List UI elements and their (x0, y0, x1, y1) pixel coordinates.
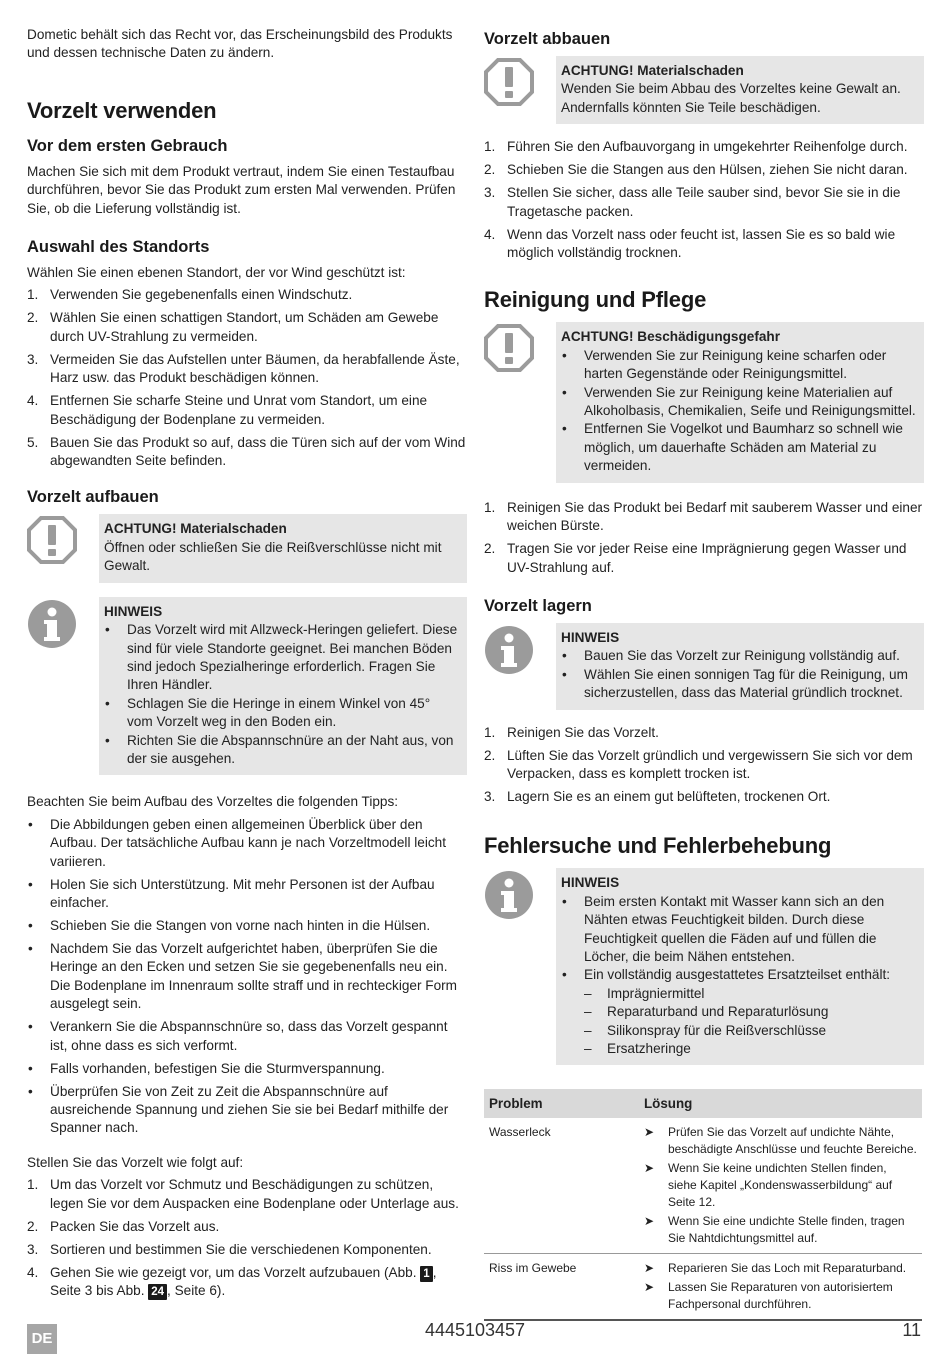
problem-cell: Wasserleck (484, 1118, 639, 1254)
list-item: • Falls vorhanden, befestigen Sie die Sturmverspannung. (28, 1060, 385, 1076)
arrow-icon: ➤ (644, 1261, 655, 1276)
list-item: • Das Vorzelt wird mit Allzweck-Heringen geliefert. Diese sind für viele Standorte geeignet. Bei manchen Böden sind jedoch Spezialheringe erforderlich. Fragen Sie Ihren Händler. (105, 622, 458, 693)
problem-cell: Riss im Gewebe (484, 1254, 639, 1321)
hint-title: HINWEIS (561, 875, 620, 891)
left-column (27, 26, 467, 1305)
table-row (484, 1118, 922, 1254)
store-hint (484, 623, 924, 710)
warning-box (556, 56, 924, 124)
warning-icon (27, 514, 99, 582)
tips-intro: Beachten Sie beim Aufbau des Vorzeltes die folgenden Tipps: (27, 794, 399, 810)
remove-warning (484, 56, 924, 124)
list-item: 2. Schieben Sie die Stangen aus den Hülsen, ziehen Sie nicht daran. (484, 162, 908, 178)
list-item: • Verwenden Sie zur Reinigung keine Materialien auf Alkoholbasis, Chemikalien, Seife und Reinigungsmittel. (562, 384, 916, 419)
info-icon (27, 597, 99, 776)
list-item: • Beim ersten Kontakt mit Wasser kann sich an den Nähten etwas Feuchtigkeit bilden. Durch diese Feuchtigkeit quellen die Fäden auf und füllen die Löcher, die beim Nähen entstehen. (562, 893, 885, 964)
list-item: 1. Führen Sie den Aufbauvorgang in umgekehrter Reihenfolge durch. (484, 139, 908, 155)
setup-steps (27, 1176, 467, 1300)
arrow-icon: ➤ (644, 1214, 655, 1229)
first-use-text: Machen Sie sich mit dem Produkt vertraut, indem Sie einen Testaufbau durchführen, bevor Sie das Produkt zum ersten Mal verwenden. Prüfen Sie, ob die Lieferung vollständig ist. (27, 163, 456, 216)
remove-steps (484, 138, 924, 262)
right-column (484, 26, 924, 1321)
warning-box (99, 514, 467, 582)
arrow-icon: ➤ (644, 1280, 655, 1295)
arrow-icon: ➤ (644, 1125, 655, 1140)
list-item: • Schlagen Sie die Heringe in einem Winkel von 45° vom Vorzelt weg in den Boden ein. (105, 695, 431, 730)
spare-parts-list (584, 985, 916, 1059)
list-item: • Ein vollständig ausgestattetes Ersatzteilset enthält: – Imprägniermittel – Reparaturband und Reparaturlösung – Silikonspray für die Reißverschlüsse – Ersatzheringe (561, 966, 916, 1058)
solution-cell: ➤ Reparieren Sie das Loch mit Reparaturband. ➤ Lassen Sie Reparaturen von autorisiertem Fachpersonal durchführen. (639, 1254, 922, 1321)
solution-cell: ➤ Prüfen Sie das Vorzelt auf undichte Nähte, beschädigte Anschlüsse und feuchte Bereiche. ➤ Wenn Sie keine undichten Stellen finden, siehe Kapitel „Kondenswasserbildung“ auf Seite 12. ➤ Wenn Sie eine undichte Stelle finden, tragen Sie Nahtdichtungsmittel auf. (639, 1118, 922, 1254)
list-item: • Bauen Sie das Vorzelt zur Reinigung vollständig auf. (562, 648, 900, 664)
list-item: 2. Wählen Sie einen schattigen Standort, um Schäden am Gewebe durch UV-Strahlung zu vermeiden. (27, 310, 439, 344)
figure-badge-24: 24 (148, 1284, 167, 1300)
warning-list (561, 347, 916, 476)
info-icon (484, 868, 556, 1065)
list-item: • Die Abbildungen geben einen allgemeinen Überblick über den Aufbau. Der tatsächliche Aufbau kann je nach Vorzeltmodell leicht variieren. (28, 816, 446, 869)
warning-box (556, 322, 924, 482)
hint-box (556, 623, 924, 710)
arrow-icon: ➤ (644, 1161, 655, 1176)
location-steps (27, 286, 467, 470)
hint-title: HINWEIS (104, 603, 163, 619)
clean-warning (484, 322, 924, 482)
list-item: 5. Bauen Sie das Produkt so auf, dass die Türen sich auf der vom Wind abgewandten Seite befinden. (27, 434, 466, 469)
warning-text: Öffnen oder schließen Sie die Reißverschlüsse nicht mit Gewalt. (104, 539, 442, 574)
warning-title: ACHTUNG! Beschädigungsgefahr (561, 329, 781, 345)
heading-vorzelt-verwenden: Vorzelt verwenden (27, 97, 217, 123)
list-item: 3. Stellen Sie sicher, dass alle Teile sauber sind, bevor Sie sie in die Tragetasche packen. (484, 185, 901, 219)
heading-vorzelt-abbauen: Vorzelt abbauen (484, 30, 611, 48)
heading-reinigung-und-pflege: Reinigung und Pflege (484, 287, 707, 313)
hint-list (104, 621, 459, 768)
list-item: 4. Gehen Sie wie gezeigt vor, um das Vorzelt aufzubauen (Abb. 1 , Seite 3 bis Abb. 24 , Seite 6). (27, 1264, 437, 1299)
hint-list (561, 893, 916, 1059)
warning-icon (484, 56, 556, 124)
trouble-hint (484, 868, 924, 1065)
col-problem: Problem (484, 1089, 639, 1118)
heading-vorzelt-lagern: Vorzelt lagern (484, 596, 592, 615)
warning-text: Wenden Sie beim Abbau des Vorzeltes keine Gewalt an. Andernfalls könnten Sie Teile beschädigen. (561, 81, 901, 115)
figure-badge-1: 1 (420, 1266, 432, 1282)
setup-warning (27, 514, 467, 582)
warning-title: ACHTUNG! Materialschaden (104, 521, 287, 537)
list-item: • Richten Sie die Abspannschnüre an der Naht aus, von der sie ausgehen. (105, 732, 454, 766)
list-item: – Imprägniermittel (584, 985, 705, 1001)
language-badge: DE (27, 1324, 57, 1354)
location-intro: Wählen Sie einen ebenen Standort, der vor Wind geschützt ist: (27, 265, 406, 281)
heading-auswahl-des-standorts: Auswahl des Standorts (27, 238, 210, 257)
hint-title: HINWEIS (561, 629, 620, 645)
list-item: 4. Entfernen Sie scharfe Steine und Unrat vom Standort, um eine Beschädigung der Bodenplane zu vermeiden. (27, 393, 428, 427)
page-number: 11 (902, 1320, 921, 1340)
warning-icon (484, 322, 556, 482)
hint-box (556, 868, 924, 1065)
setup-intro: Stellen Sie das Vorzelt wie folgt auf: (27, 1154, 244, 1170)
list-item: 2. Tragen Sie vor jeder Reise eine Imprägnierung gegen Wasser und UV-Strahlung auf. (484, 541, 907, 575)
list-item: 3. Vermeiden Sie das Aufstellen unter Bäumen, da herabfallende Äste, Harz usw. das Produkt beschädigen können. (27, 351, 460, 386)
list-item: • Verwenden Sie zur Reinigung keine scharfen oder harten Gegenstände oder Reinigungsmittel. (562, 347, 887, 382)
heading-vorzelt-aufbauen: Vorzelt aufbauen (27, 488, 159, 507)
list-item: • Entfernen Sie Vogelkot und Baumharz so schnell wie möglich, um dauerhafte Schäden am Material zu vermeiden. (562, 421, 903, 474)
list-item: 4. Wenn das Vorzelt nass oder feucht ist, lassen Sie es so bald wie möglich vollständig trocknen. (484, 226, 896, 261)
heading-vor-dem-ersten-gebrauch: Vor dem ersten Gebrauch (27, 136, 228, 155)
list-item: 3. Sortieren und bestimmen Sie die verschiedenen Komponenten. (27, 1241, 432, 1257)
info-icon (484, 623, 556, 710)
list-item: • Holen Sie sich Unterstützung. Mit mehr Personen ist der Aufbau einfacher. (28, 876, 435, 910)
list-item: 2. Lüften Sie das Vorzelt gründlich und vergewissern Sie sich vor dem Verpacken, dass es komplett trocken ist. (484, 747, 913, 781)
table-row (484, 1254, 922, 1321)
list-item: • Nachdem Sie das Vorzelt aufgerichtet haben, überprüfen Sie die Heringe an den Ecken und setzen Sie sie gegebenenfalls neu ein. Die Bodenplane im Innenraum sollte straff und in rechteckiger Form ausgelegt sein. (28, 940, 458, 1012)
list-item: 1. Verwenden Sie gegebenenfalls einen Windschutz. (27, 287, 353, 303)
troubleshooting-table (484, 1089, 922, 1321)
list-item: 3. Lagern Sie es an einem gut belüfteten, trockenen Ort. (484, 788, 831, 804)
store-steps (484, 724, 924, 807)
list-item: – Ersatzheringe (584, 1041, 691, 1056)
tips-list (27, 816, 467, 1138)
list-item: 1. Reinigen Sie das Produkt bei Bedarf mit sauberem Wasser und einer weichen Bürste. (484, 499, 923, 534)
list-item: 1. Reinigen Sie das Vorzelt. (484, 724, 659, 740)
list-item: 2. Packen Sie das Vorzelt aus. (27, 1218, 220, 1234)
warning-title: ACHTUNG! Materialschaden (561, 63, 744, 78)
heading-fehlersuche: Fehlersuche und Fehlerbehebung (484, 833, 832, 859)
list-item: – Reparaturband und Reparaturlösung (584, 1004, 829, 1020)
list-item: • Verankern Sie die Abspannschnüre so, dass das Vorzelt gespannt ist, ohne dass es sich verformt. (28, 1019, 448, 1053)
hint-list (561, 647, 916, 702)
clean-steps (484, 499, 924, 577)
hint-box (99, 597, 467, 776)
table-header-row (484, 1089, 922, 1118)
col-solution: Lösung (639, 1089, 922, 1118)
list-item: – Silikonspray für die Reißverschlüsse (584, 1022, 827, 1038)
setup-hint (27, 597, 467, 776)
list-item: • Überprüfen Sie von Zeit zu Zeit die Abspannschnüre auf ausreichende Spannung und ziehen Sie sie bei Bedarf mithilfe der Spanner nach. (28, 1083, 449, 1136)
list-item: • Schieben Sie die Stangen von vorne nach hinten in die Hülsen. (28, 917, 431, 933)
intro-text: Dometic behält sich das Recht vor, das Erscheinungsbild des Produkts und dessen technische Daten zu ändern. (27, 27, 453, 61)
list-item: 1. Um das Vorzelt vor Schmutz und Beschädigungen zu schützen, legen Sie vor dem Auspacken eine Bodenplane oder Unterlage aus. (27, 1177, 459, 1211)
document-code: 4445103457 (424, 1320, 526, 1340)
list-item: • Wählen Sie einen sonnigen Tag für die Reinigung, um sicherzustellen, dass das Material gründlich trocknet. (562, 666, 908, 701)
